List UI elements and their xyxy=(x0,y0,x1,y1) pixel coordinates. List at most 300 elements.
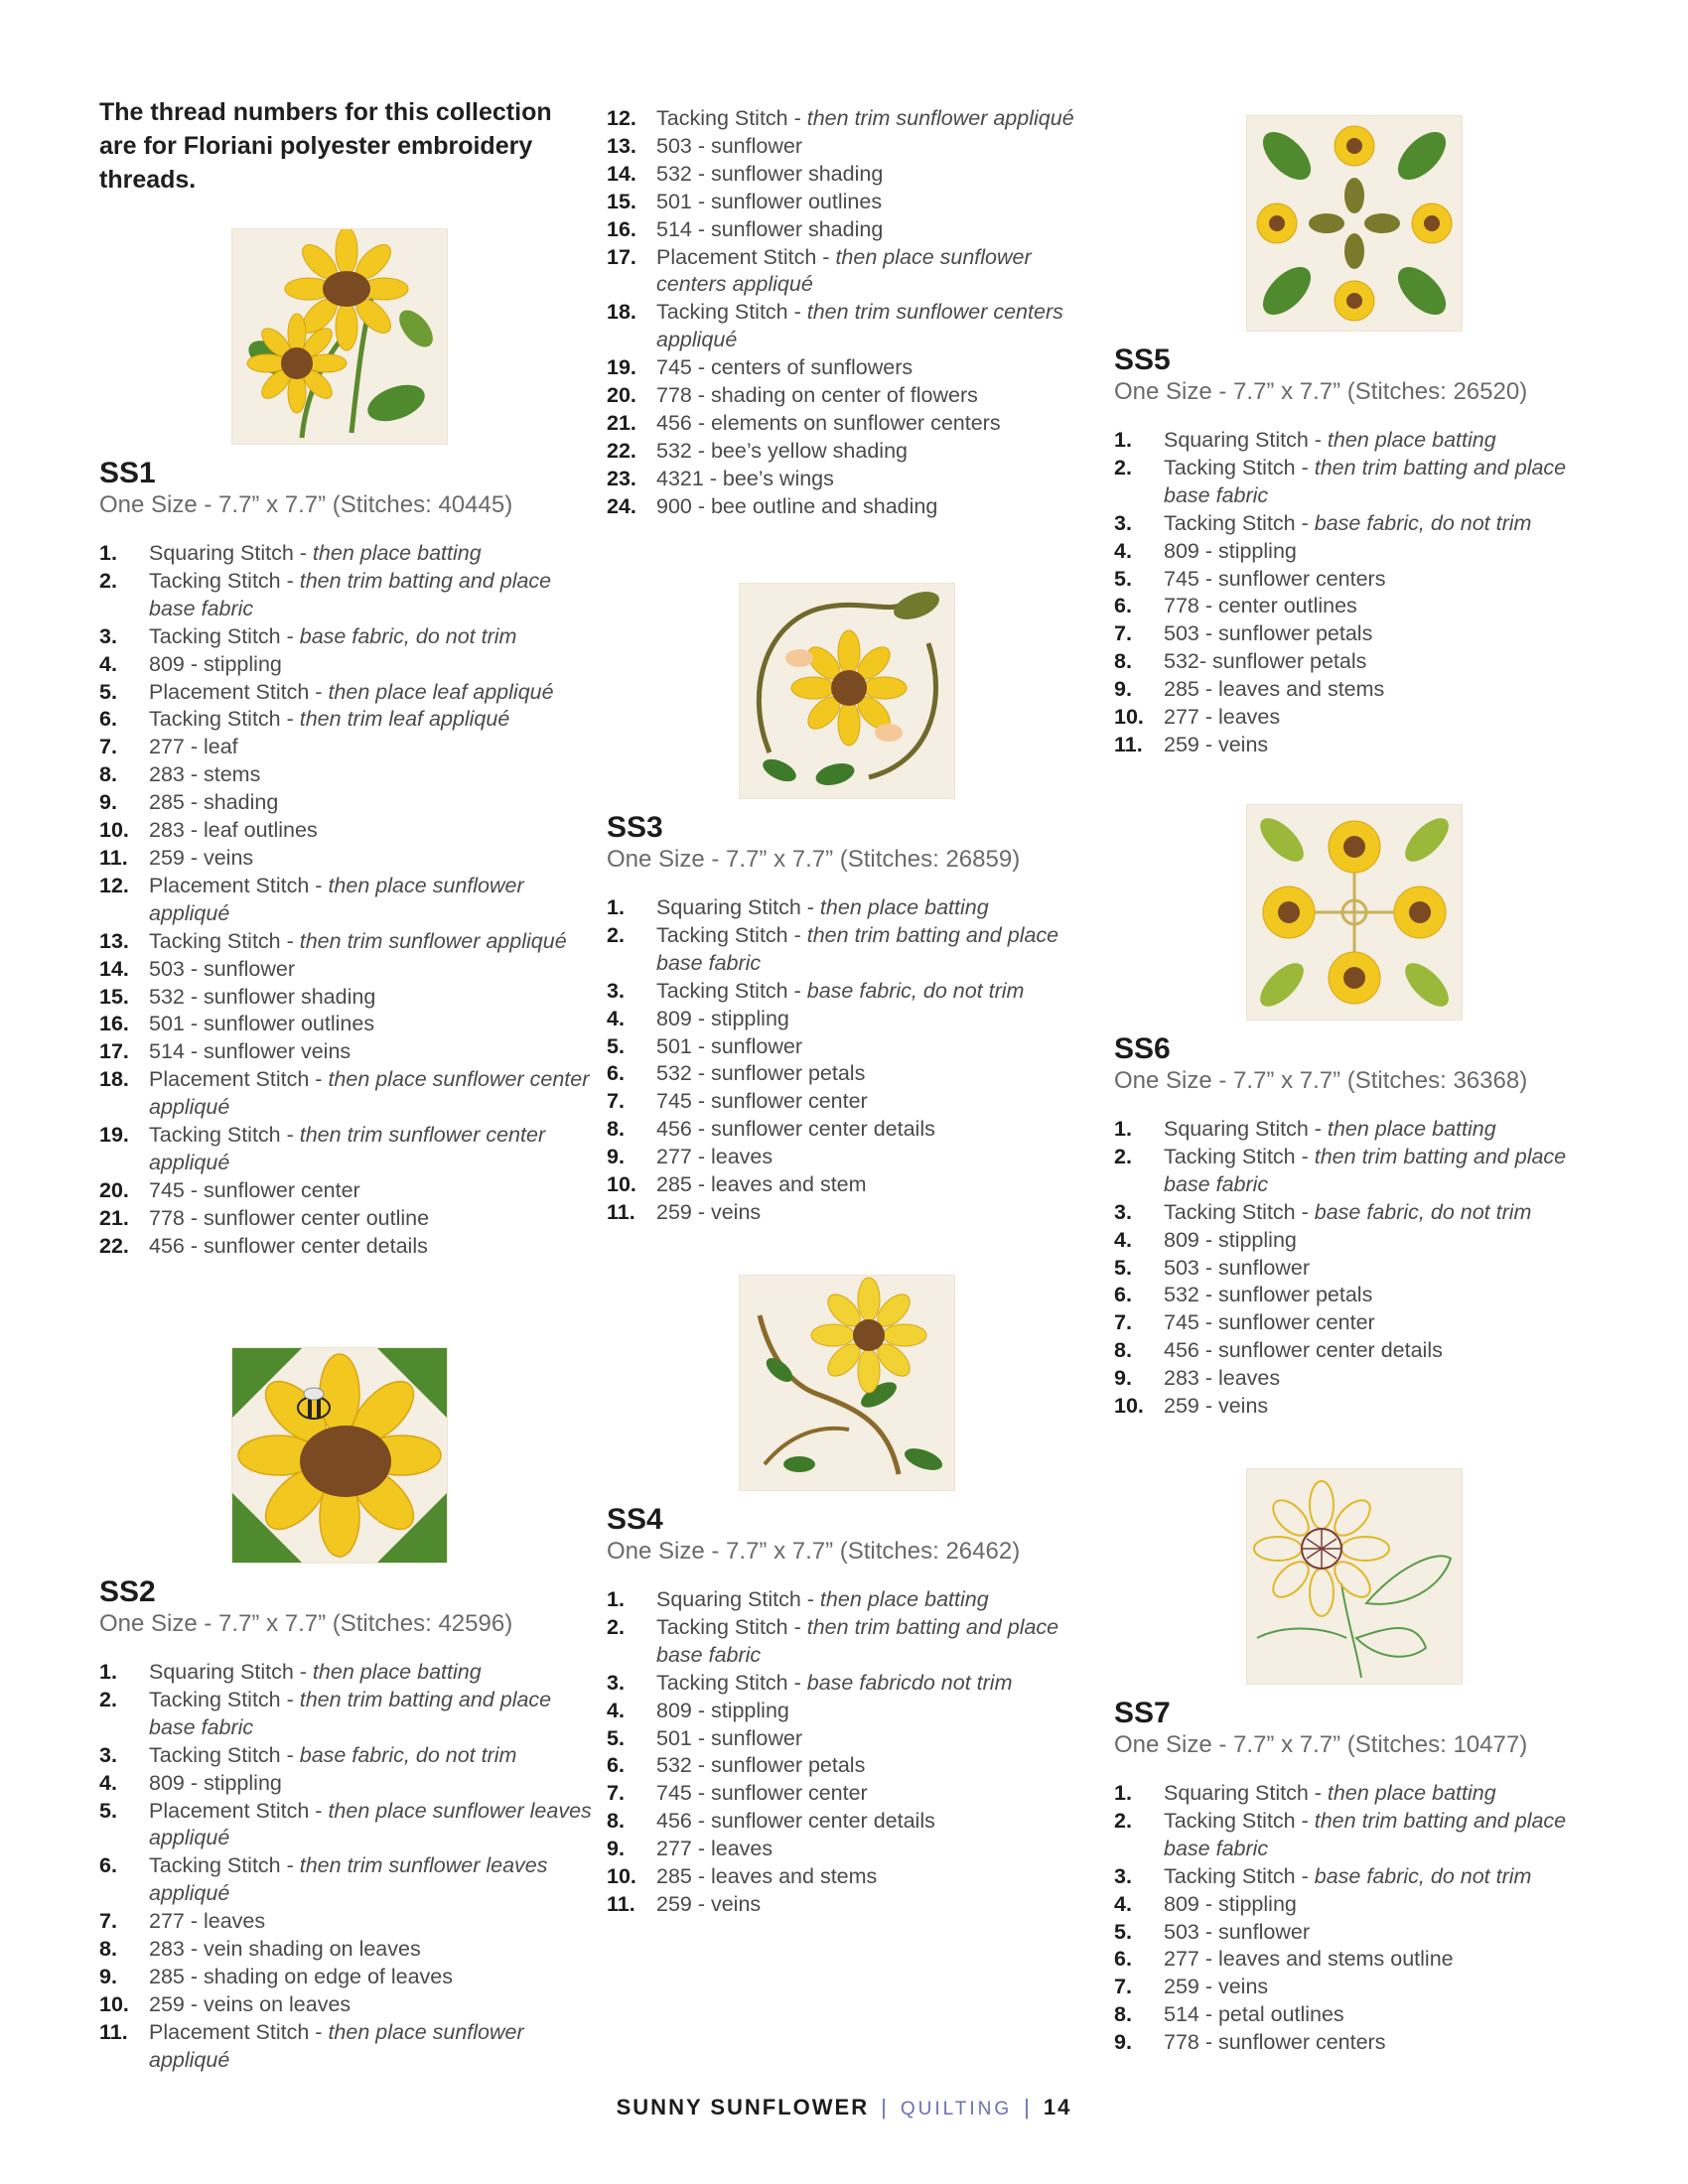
ss3-thumbnail xyxy=(739,583,955,799)
thread-step xyxy=(1114,1282,1611,1309)
thread-step xyxy=(607,1863,1103,1891)
thread-step xyxy=(607,1088,1103,1116)
thread-step xyxy=(607,244,1103,300)
sunflower-with-bee-icon xyxy=(232,1348,447,1563)
thread-step xyxy=(99,789,596,817)
step-number: 1. xyxy=(99,1660,117,1684)
step-instruction: then place leaf appliqué xyxy=(322,679,554,704)
step-number: 22. xyxy=(607,438,636,463)
thread-step xyxy=(607,1586,1103,1614)
thread-steps xyxy=(607,1586,1103,1919)
thread-step xyxy=(607,354,1103,382)
page-number: 14 xyxy=(1043,2095,1072,2119)
thread-step xyxy=(99,1233,596,1261)
thread-step xyxy=(607,382,1103,410)
step-thread: 456 - sunflower center details xyxy=(149,1233,428,1258)
step-thread: 532 - sunflower shading xyxy=(149,984,376,1009)
design-size: One Size - 7.7” x 7.7” (Stitches: 36368) xyxy=(1114,1067,1528,1094)
thread-step xyxy=(99,761,596,789)
step-number: 16. xyxy=(607,216,636,241)
ss7-thumbnail xyxy=(1246,1468,1463,1685)
step-number: 11. xyxy=(1114,732,1143,756)
step-thread: 745 - sunflower center xyxy=(656,1089,868,1114)
step-number: 2. xyxy=(99,568,117,593)
step-number: 18. xyxy=(99,1067,129,1092)
step-number: 11. xyxy=(607,1891,635,1916)
thread-step xyxy=(1114,1199,1611,1227)
step-thread: 277 - leaves xyxy=(656,1145,774,1169)
step-thread: 778 - sunflower centers xyxy=(1164,2030,1386,2055)
step-number: 8. xyxy=(1114,2002,1132,2027)
thread-step xyxy=(99,1852,596,1908)
step-thread: Tacking Stitch - xyxy=(1164,1808,1309,1833)
step-number: 7. xyxy=(607,1781,625,1806)
thread-step xyxy=(99,928,596,956)
step-number: 5. xyxy=(99,1798,117,1823)
thread-step xyxy=(607,894,1103,922)
thread-step xyxy=(99,1122,596,1177)
step-number: 7. xyxy=(99,735,117,759)
ss5-thumbnail xyxy=(1246,115,1463,332)
step-thread: Tacking Stitch - xyxy=(149,1853,294,1878)
design-size: One Size - 7.7” x 7.7” (Stitches: 26462) xyxy=(607,1538,1021,1565)
step-instruction: then place batting xyxy=(813,1587,989,1611)
step-instruction: base fabric, do not trim xyxy=(293,1742,517,1767)
ss4-thumbnail xyxy=(739,1275,955,1491)
thread-step xyxy=(607,1144,1103,1171)
step-number: 17. xyxy=(607,244,636,269)
thread-step xyxy=(1114,1393,1611,1421)
step-thread: 532 - sunflower petals xyxy=(1164,1283,1373,1307)
step-number: 8. xyxy=(607,1809,625,1834)
step-number: 6. xyxy=(99,707,117,732)
thread-step xyxy=(99,817,596,845)
page-footer xyxy=(0,2093,1688,2124)
step-thread: 456 - elements on sunflower centers xyxy=(656,410,1001,435)
step-number: 1. xyxy=(1114,428,1132,452)
step-thread: Tacking Stitch - xyxy=(149,1123,294,1148)
step-thread: 514 - sunflower shading xyxy=(656,216,884,241)
step-instruction: then place sunflower appliqué xyxy=(149,2019,524,2072)
step-thread: 809 - stippling xyxy=(1164,538,1297,563)
step-number: 4. xyxy=(607,1006,625,1030)
step-number: 9. xyxy=(607,1837,625,1861)
step-instruction: base fabricdo not trim xyxy=(800,1670,1013,1695)
design-ss4 xyxy=(607,1503,1103,1919)
step-thread: Squaring Stitch - xyxy=(149,1660,307,1684)
step-number: 2. xyxy=(1114,1808,1132,1833)
step-number: 11. xyxy=(99,2019,128,2044)
thread-steps xyxy=(607,894,1103,1227)
thread-step xyxy=(1114,1808,1611,1863)
step-number: 1. xyxy=(99,541,117,565)
step-thread: 259 - veins xyxy=(656,1199,762,1224)
step-thread: 283 - vein shading on leaves xyxy=(149,1937,421,1962)
step-thread: Tacking Stitch - xyxy=(149,568,294,593)
step-instruction: then trim batting and place base fabric xyxy=(656,922,1059,975)
step-number: 21. xyxy=(607,410,636,435)
step-number: 5. xyxy=(607,1725,625,1750)
step-thread: 456 - sunflower center details xyxy=(1164,1338,1443,1363)
thread-step xyxy=(607,1725,1103,1753)
step-thread: 277 - leaves xyxy=(656,1837,774,1861)
step-thread: 503 - sunflower petals xyxy=(1164,621,1373,646)
step-thread: Tacking Stitch - xyxy=(149,623,294,648)
step-instruction: then place sunflower center appliqué xyxy=(149,1067,590,1120)
thread-steps xyxy=(1114,427,1611,759)
step-number: 8. xyxy=(1114,649,1132,674)
thread-step xyxy=(607,922,1103,978)
sunflower-vine-circle-icon xyxy=(740,584,954,798)
thread-step xyxy=(99,1659,596,1687)
step-number: 18. xyxy=(607,300,636,325)
step-number: 4. xyxy=(99,651,117,676)
step-number: 8. xyxy=(99,762,117,787)
step-instruction: then trim batting and place base fabric xyxy=(149,568,552,620)
design-ss6 xyxy=(1114,1032,1611,1421)
step-number: 7. xyxy=(1114,1975,1132,1999)
step-number: 10. xyxy=(1114,705,1144,730)
step-instruction: then trim batting and place base fabric xyxy=(1164,1808,1567,1860)
step-thread: Tacking Stitch - xyxy=(656,1614,801,1639)
thread-step xyxy=(99,1908,596,1936)
step-number: 7. xyxy=(99,1909,117,1934)
step-number: 6. xyxy=(607,1061,625,1086)
step-number: 3. xyxy=(99,1742,117,1767)
step-thread: 501 - sunflower xyxy=(656,1725,802,1750)
thread-step xyxy=(1114,1863,1611,1891)
thread-step xyxy=(99,1205,596,1233)
step-thread: 259 - veins on leaves xyxy=(149,1991,352,2016)
step-thread: 503 - sunflower xyxy=(149,956,295,981)
step-thread: Tacking Stitch - xyxy=(1164,1863,1309,1888)
step-instruction: then trim batting and place base fabric xyxy=(1164,455,1567,507)
step-number: 15. xyxy=(607,189,636,213)
thread-step xyxy=(99,1687,596,1742)
thread-step xyxy=(607,1808,1103,1836)
thread-step xyxy=(607,1752,1103,1780)
design-title: SS3 xyxy=(607,811,663,844)
design-ss2 xyxy=(99,1575,596,2075)
step-number: 2. xyxy=(1114,455,1132,479)
design-title: SS2 xyxy=(99,1575,156,1608)
thread-step xyxy=(1114,1309,1611,1337)
step-number: 10. xyxy=(607,1864,636,1889)
thread-step xyxy=(99,1742,596,1770)
thread-steps xyxy=(99,1659,596,2075)
step-thread: 809 - stippling xyxy=(656,1006,789,1030)
step-thread: 532 - bee’s yellow shading xyxy=(656,438,908,463)
step-number: 4. xyxy=(99,1770,117,1795)
step-thread: 277 - leaves xyxy=(149,1909,266,1934)
thread-steps xyxy=(1114,1780,1611,2057)
sunflower-embroidery-icon xyxy=(232,229,447,444)
step-thread: Tacking Stitch - xyxy=(656,1670,801,1695)
step-thread: 277 - leaves and stems outline xyxy=(1164,1947,1454,1972)
step-thread: Tacking Stitch - xyxy=(656,922,801,947)
design-ss1 xyxy=(99,457,596,1261)
thread-step xyxy=(99,1798,596,1853)
intro-text: The thread numbers for this collection are for Floriani polyester embroidery threads. xyxy=(99,98,552,194)
step-number: 10. xyxy=(99,818,129,843)
step-instruction: base fabric, do not trim xyxy=(800,978,1025,1003)
design-size: One Size - 7.7” x 7.7” (Stitches: 26520) xyxy=(1114,378,1528,405)
step-thread: 532 - sunflower petals xyxy=(656,1061,866,1086)
step-thread: 900 - bee outline and shading xyxy=(656,493,938,518)
step-thread: 809 - stippling xyxy=(1164,1227,1297,1252)
step-thread: Tacking Stitch - xyxy=(149,707,294,732)
step-number: 9. xyxy=(1114,1366,1132,1391)
thread-step xyxy=(99,1066,596,1122)
step-thread: Placement Stitch - xyxy=(149,873,323,897)
step-thread: 259 - veins xyxy=(1164,1975,1269,1999)
thread-step xyxy=(99,1011,596,1038)
step-number: 6. xyxy=(99,1853,117,1878)
step-number: 7. xyxy=(1114,621,1132,646)
step-number: 20. xyxy=(607,383,636,408)
step-number: 16. xyxy=(99,1012,129,1036)
thread-step xyxy=(607,216,1103,244)
step-number: 19. xyxy=(607,355,636,380)
thread-step xyxy=(607,978,1103,1006)
thread-step xyxy=(99,568,596,623)
thread-step xyxy=(1114,620,1611,648)
thread-step xyxy=(99,1964,596,1991)
thread-step xyxy=(1114,648,1611,676)
design-title: SS7 xyxy=(1114,1697,1171,1729)
step-thread: 778 - center outlines xyxy=(1164,594,1357,618)
step-number: 3. xyxy=(1114,510,1132,535)
footer-section: QUILTING xyxy=(900,2099,1013,2119)
step-thread: 809 - stippling xyxy=(149,651,282,676)
step-thread: 532 - sunflower petals xyxy=(656,1753,866,1778)
step-thread: 259 - veins xyxy=(149,845,254,870)
thread-step xyxy=(99,1177,596,1205)
step-number: 7. xyxy=(607,1089,625,1114)
thread-step xyxy=(99,540,596,568)
step-thread: 532 - sunflower shading xyxy=(656,161,884,186)
thread-step xyxy=(99,734,596,761)
thread-step xyxy=(607,299,1103,354)
step-number: 22. xyxy=(99,1233,129,1258)
step-instruction: then trim batting and place base fabric xyxy=(1164,1144,1567,1196)
step-number: 6. xyxy=(1114,1947,1132,1972)
step-thread: Squaring Stitch - xyxy=(1164,1781,1322,1805)
step-number: 14. xyxy=(607,161,636,186)
thread-steps xyxy=(1114,1116,1611,1421)
thread-step xyxy=(607,1614,1103,1670)
design-title: SS4 xyxy=(607,1503,663,1536)
step-instruction: then place batting xyxy=(813,895,989,919)
step-thread: 745 - sunflower center xyxy=(1164,1310,1375,1335)
thread-step xyxy=(607,189,1103,216)
step-instruction: then place sunflower centers appliqué xyxy=(656,244,1032,297)
thread-step xyxy=(1114,538,1611,566)
design-size: One Size - 7.7” x 7.7” (Stitches: 42596) xyxy=(99,1610,513,1637)
step-number: 1. xyxy=(607,1587,625,1611)
thread-step xyxy=(607,1116,1103,1144)
step-number: 12. xyxy=(607,106,636,130)
thread-step xyxy=(1114,2001,1611,2029)
thread-step xyxy=(607,1199,1103,1227)
thread-step xyxy=(1114,1974,1611,2001)
step-number: 24. xyxy=(607,493,636,518)
step-thread: Tacking Stitch - xyxy=(656,106,801,130)
step-thread: Placement Stitch - xyxy=(149,2019,323,2044)
step-instruction: then place batting xyxy=(1321,1781,1496,1805)
step-thread: 745 - sunflower center xyxy=(149,1177,360,1202)
step-thread: 745 - centers of sunflowers xyxy=(656,355,914,380)
step-number: 1. xyxy=(1114,1117,1132,1141)
step-thread: Tacking Stitch - xyxy=(656,300,801,325)
step-number: 2. xyxy=(99,1687,117,1711)
step-thread: 501 - sunflower xyxy=(656,1033,802,1058)
step-number: 3. xyxy=(1114,1863,1132,1888)
step-thread: 456 - sunflower center details xyxy=(656,1809,935,1834)
thread-step xyxy=(99,1936,596,1964)
thread-step xyxy=(99,1038,596,1066)
step-number: 1. xyxy=(607,895,625,919)
step-number: 13. xyxy=(607,133,636,158)
step-number: 17. xyxy=(99,1039,129,1064)
thread-step xyxy=(1114,1946,1611,1974)
step-thread: Tacking Stitch - xyxy=(1164,1199,1309,1224)
step-thread: 778 - sunflower center outline xyxy=(149,1205,430,1230)
step-thread: 809 - stippling xyxy=(149,1770,282,1795)
step-thread: 514 - petal outlines xyxy=(1164,2002,1344,2027)
step-thread: 285 - leaves and stems xyxy=(656,1864,878,1889)
step-number: 14. xyxy=(99,956,129,981)
step-thread: 285 - shading on edge of leaves xyxy=(149,1964,454,1988)
design-ss2-continued xyxy=(607,105,1103,521)
step-number: 9. xyxy=(1114,677,1132,702)
step-thread: 809 - stippling xyxy=(1164,1891,1297,1916)
ss1-thumbnail xyxy=(231,228,448,445)
step-number: 10. xyxy=(1114,1394,1144,1419)
step-number: 10. xyxy=(99,1991,129,2016)
step-thread: Placement Stitch - xyxy=(149,1798,323,1823)
step-number: 15. xyxy=(99,984,129,1009)
step-instruction: base fabric, do not trim xyxy=(1308,510,1532,535)
step-instruction: then trim leaf appliqué xyxy=(293,707,510,732)
step-number: 4. xyxy=(1114,1891,1132,1916)
step-thread: 532- sunflower petals xyxy=(1164,649,1367,674)
thread-step xyxy=(99,873,596,928)
design-title: SS1 xyxy=(99,457,156,489)
step-thread: Squaring Stitch - xyxy=(656,1587,814,1611)
step-thread: 285 - leaves and stems xyxy=(1164,677,1385,702)
step-thread: 745 - sunflower centers xyxy=(1164,566,1386,591)
thread-step xyxy=(607,161,1103,189)
thread-step xyxy=(607,1780,1103,1808)
thread-step xyxy=(99,1770,596,1798)
step-instruction: then trim sunflower center appliqué xyxy=(149,1123,546,1174)
thread-step xyxy=(1114,2029,1611,2057)
thread-step xyxy=(607,1033,1103,1061)
thread-step xyxy=(607,133,1103,161)
thread-step xyxy=(99,679,596,707)
step-thread: 259 - veins xyxy=(1164,1394,1269,1419)
step-thread: 501 - sunflower outlines xyxy=(149,1012,375,1036)
step-thread: 259 - veins xyxy=(1164,732,1269,756)
thread-step xyxy=(607,410,1103,438)
step-instruction: base fabric, do not trim xyxy=(1308,1199,1532,1224)
thread-step xyxy=(1114,1116,1611,1144)
thread-step xyxy=(1114,427,1611,455)
thread-step xyxy=(99,2019,596,2075)
design-size: One Size - 7.7” x 7.7” (Stitches: 26859) xyxy=(607,846,1021,873)
step-number: 4. xyxy=(1114,538,1132,563)
step-number: 3. xyxy=(607,1670,625,1695)
ss2-thumbnail xyxy=(231,1347,448,1564)
step-number: 5. xyxy=(607,1033,625,1058)
step-number: 11. xyxy=(607,1199,635,1224)
step-number: 11. xyxy=(99,845,128,870)
step-instruction: base fabric, do not trim xyxy=(293,623,517,648)
step-number: 5. xyxy=(1114,1919,1132,1944)
step-number: 8. xyxy=(1114,1338,1132,1363)
thread-step xyxy=(607,438,1103,466)
step-number: 9. xyxy=(99,790,117,815)
step-thread: 745 - sunflower center xyxy=(656,1781,868,1806)
step-thread: 809 - stippling xyxy=(656,1698,789,1722)
step-number: 9. xyxy=(1114,2030,1132,2055)
thread-steps xyxy=(607,105,1103,521)
step-number: 3. xyxy=(1114,1199,1132,1224)
four-sunflower-wreath-icon xyxy=(1247,805,1462,1020)
thread-step xyxy=(607,1891,1103,1919)
step-number: 6. xyxy=(1114,1283,1132,1307)
thread-step xyxy=(607,1836,1103,1863)
thread-step xyxy=(99,651,596,679)
step-number: 8. xyxy=(607,1117,625,1142)
design-ss5 xyxy=(1114,343,1611,759)
thread-step xyxy=(1114,1227,1611,1255)
step-instruction: then place batting xyxy=(1321,1117,1496,1141)
design-title: SS6 xyxy=(1114,1032,1171,1065)
thread-steps xyxy=(99,540,596,1261)
thread-step xyxy=(99,845,596,873)
step-number: 9. xyxy=(99,1964,117,1988)
step-instruction: then place batting xyxy=(306,541,482,565)
step-instruction: then place batting xyxy=(1321,428,1496,452)
thread-step xyxy=(1114,676,1611,704)
step-instruction: then trim sunflower centers appliqué xyxy=(656,300,1063,352)
step-instruction: then trim batting and place base fabric xyxy=(656,1614,1059,1667)
step-thread: Placement Stitch - xyxy=(149,679,323,704)
step-thread: 285 - leaves and stem xyxy=(656,1172,867,1197)
step-number: 2. xyxy=(1114,1144,1132,1168)
step-instruction: then place batting xyxy=(306,1660,482,1684)
sunflower-outline-icon xyxy=(1247,1469,1462,1684)
thread-step xyxy=(1114,1144,1611,1199)
step-thread: Squaring Stitch - xyxy=(1164,428,1322,452)
step-instruction: then trim sunflower leaves appliqué xyxy=(149,1853,548,1906)
sunflower-vine-icon xyxy=(740,1276,954,1490)
step-thread: 283 - stems xyxy=(149,762,261,787)
step-number: 21. xyxy=(99,1205,129,1230)
thread-step xyxy=(1114,704,1611,732)
step-number: 13. xyxy=(99,928,129,953)
step-thread: 503 - sunflower xyxy=(1164,1255,1310,1280)
thread-step xyxy=(1114,510,1611,538)
step-thread: Tacking Stitch - xyxy=(1164,1144,1309,1168)
step-thread: 259 - veins xyxy=(656,1891,762,1916)
step-thread: 4321 - bee’s wings xyxy=(656,466,834,490)
step-number: 19. xyxy=(99,1123,129,1148)
thread-step xyxy=(607,1060,1103,1088)
thread-step xyxy=(1114,1919,1611,1947)
